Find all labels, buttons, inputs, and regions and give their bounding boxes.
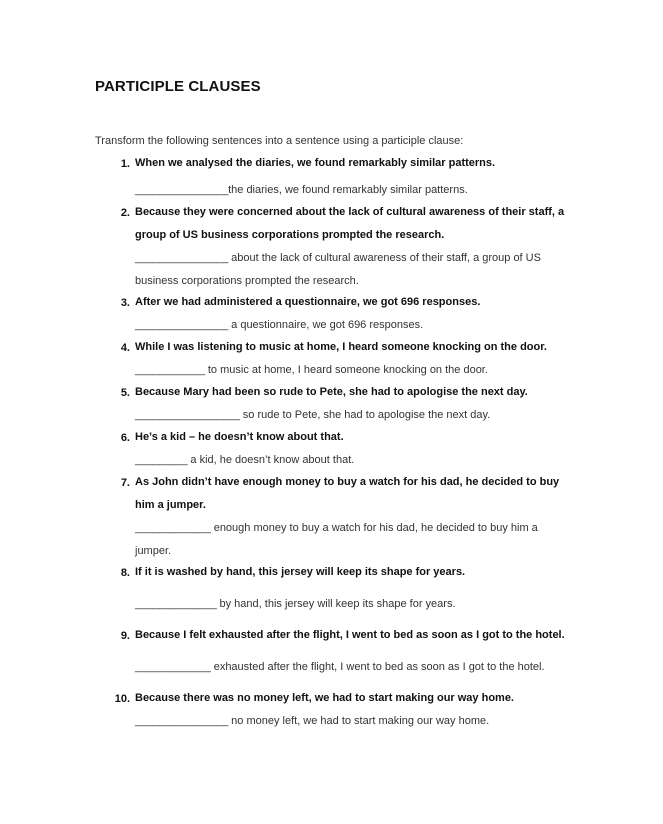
answer-rest: enough money to buy a watch for his dad, he decided to buy him a jumper. [135,522,538,557]
answer-rest: a kid, he doesn’t know about that. [187,454,355,466]
item-question: If it is washed by hand, this jersey will keep its shape for years. [135,566,466,578]
answer-blank: ________________ [135,184,229,196]
answer-blank: ____________ [135,364,205,376]
item-number: 10. [114,693,130,705]
item-answer-line [135,359,575,382]
item-answer-line [135,593,575,616]
instruction-text: Transform the following sentences into a sentence using a participle clause: [95,135,464,147]
item-answer-line [135,656,575,679]
answer-blank: _________ [135,454,188,466]
item-answer-line [135,710,575,733]
answer-rest: so rude to Pete, she had to apologise the next day. [239,409,491,421]
answer-blank: ________________ [135,319,229,331]
answer-rest: about the lack of cultural awareness of their staff, a group of US business corporations prompted the research. [135,252,541,287]
item-answer-line [135,517,575,562]
item-number: 8. [120,567,130,579]
item-question: While I was listening to music at home, I heard someone knocking on the door. [135,341,547,353]
item-question: Because they were concerned about the lack of cultural awareness of their staff, a group of US business corporations prompted the research. [135,206,565,241]
answer-blank: _____________ [135,661,211,673]
answer-blank: ______________ [135,598,217,610]
answer-blank: ________________ [135,252,229,264]
item-question: Because there was no money left, we had to start making our way home. [135,692,514,704]
item-number: 3. [120,297,130,309]
page-title: PARTICIPLE CLAUSES [95,78,261,95]
item-number: 2. [120,207,130,219]
answer-rest: exhausted after the flight, I went to bed as soon as I got to the hotel. [210,661,545,673]
item-number: 6. [120,432,130,444]
item-number: 7. [120,477,130,489]
answer-rest: no money left, we had to start making our way home. [228,715,490,727]
item-question: After we had administered a questionnaire, we got 696 responses. [135,296,481,308]
item-question: As John didn’t have enough money to buy a watch for his dad, he decided to buy him a jumper. [135,476,560,511]
item-number: 1. [120,158,130,170]
answer-rest: to music at home, I heard someone knocking on the door. [204,364,488,376]
answer-rest: a questionnaire, we got 696 responses. [228,319,424,331]
item-answer-line [135,314,575,337]
item-answer-line [135,404,575,427]
item-question: Because Mary had been so rude to Pete, she had to apologise the next day. [135,386,528,398]
answer-rest: by hand, this jersey will keep its shape for years. [216,598,456,610]
answer-blank: ________________ [135,715,229,727]
item-number: 9. [120,630,130,642]
answer-blank: __________________ [135,409,240,421]
answer-rest: the diaries, we found remarkably similar patterns. [228,184,468,196]
item-number: 4. [120,342,130,354]
item-question: He’s a kid – he doesn’t know about that. [135,431,344,443]
item-question: When we analysed the diaries, we found remarkably similar patterns. [135,157,496,169]
item-question: Because I felt exhausted after the flight, I went to bed as soon as I got to the hotel. [135,629,565,641]
item-answer-line [135,247,575,292]
item-answer-line [135,449,575,472]
item-answer-line [135,179,575,202]
item-number: 5. [120,387,130,399]
answer-blank: _____________ [135,522,211,534]
